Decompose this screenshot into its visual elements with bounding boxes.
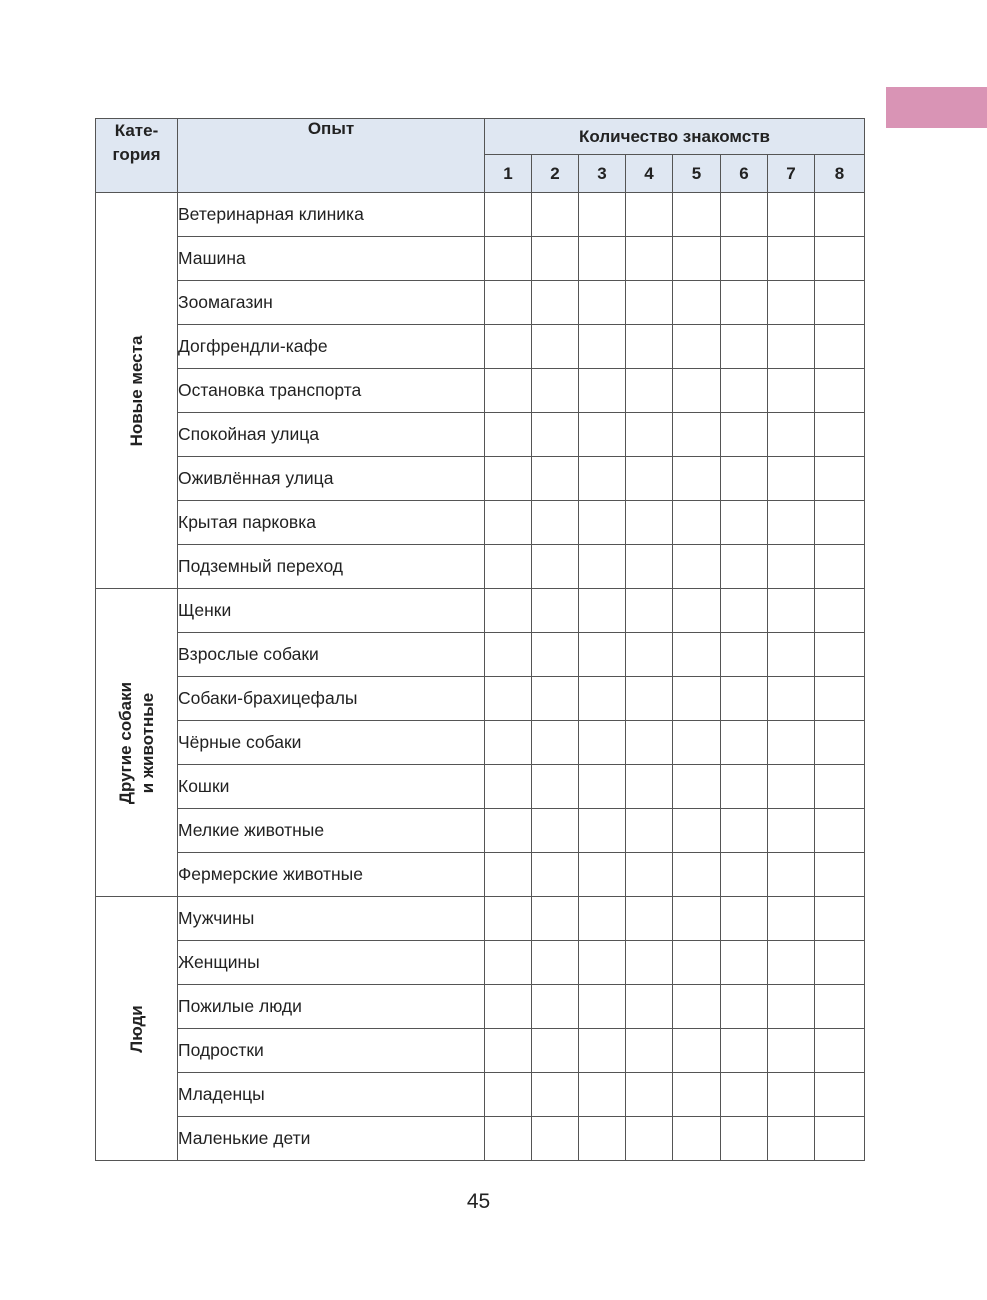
tally-cell[interactable] xyxy=(721,193,768,237)
tally-cell[interactable] xyxy=(673,941,721,985)
count-number-header: 2 xyxy=(532,155,579,193)
experience-item: Подростки xyxy=(178,1029,485,1073)
experience-item: Взрослые собаки xyxy=(178,633,485,677)
socialization-table xyxy=(95,118,865,1161)
tally-cell[interactable] xyxy=(673,853,721,897)
page-number: 45 xyxy=(466,1190,491,1213)
tally-cell[interactable] xyxy=(673,1073,721,1117)
table-row xyxy=(96,677,865,721)
category-label xyxy=(115,681,159,803)
tally-cell[interactable] xyxy=(485,193,532,237)
tally-cell[interactable] xyxy=(485,501,532,545)
tally-cell[interactable] xyxy=(485,237,532,281)
tally-cell[interactable] xyxy=(721,457,768,501)
tally-cell[interactable] xyxy=(673,765,721,809)
experience-item: Фермерские животные xyxy=(178,853,485,897)
tally-cell[interactable] xyxy=(768,633,815,677)
tally-cell[interactable] xyxy=(721,677,768,721)
tally-cell[interactable] xyxy=(721,501,768,545)
experience-item: Спокойная улица xyxy=(178,413,485,457)
tally-cell[interactable] xyxy=(815,941,865,985)
tally-cell[interactable] xyxy=(721,281,768,325)
tally-cell[interactable] xyxy=(626,765,673,809)
tally-cell[interactable] xyxy=(721,1117,768,1161)
tally-cell[interactable] xyxy=(579,281,626,325)
tally-cell[interactable] xyxy=(815,985,865,1029)
tally-cell[interactable] xyxy=(532,545,579,589)
tally-cell[interactable] xyxy=(626,589,673,633)
tally-cell[interactable] xyxy=(532,281,579,325)
table-row xyxy=(96,237,865,281)
tally-cell[interactable] xyxy=(673,237,721,281)
tally-cell[interactable] xyxy=(768,1029,815,1073)
tally-cell[interactable] xyxy=(721,985,768,1029)
tally-cell[interactable] xyxy=(815,633,865,677)
tally-cell[interactable] xyxy=(721,237,768,281)
table-row xyxy=(96,545,865,589)
tally-cell[interactable] xyxy=(579,193,626,237)
tally-cell[interactable] xyxy=(532,1029,579,1073)
tally-cell[interactable] xyxy=(626,457,673,501)
tally-cell[interactable] xyxy=(579,809,626,853)
tally-cell[interactable] xyxy=(721,325,768,369)
tally-cell[interactable] xyxy=(532,413,579,457)
category-cell xyxy=(96,589,178,897)
experience-item: Пожилые люди xyxy=(178,985,485,1029)
tally-cell[interactable] xyxy=(673,281,721,325)
tally-cell[interactable] xyxy=(485,809,532,853)
tally-cell[interactable] xyxy=(721,413,768,457)
tally-cell[interactable] xyxy=(768,369,815,413)
tally-cell[interactable] xyxy=(532,501,579,545)
tally-cell[interactable] xyxy=(721,897,768,941)
experience-item: Кошки xyxy=(178,765,485,809)
tally-cell[interactable] xyxy=(673,633,721,677)
category-label xyxy=(126,335,148,446)
experience-item: Ветеринарная клиника xyxy=(178,193,485,237)
category-cell xyxy=(96,897,178,1161)
tally-cell[interactable] xyxy=(721,809,768,853)
tally-cell[interactable] xyxy=(532,633,579,677)
tally-cell[interactable] xyxy=(532,457,579,501)
tally-cell[interactable] xyxy=(485,589,532,633)
count-number-header: 6 xyxy=(721,155,768,193)
tally-cell[interactable] xyxy=(815,501,865,545)
tally-cell[interactable] xyxy=(626,809,673,853)
tally-cell[interactable] xyxy=(768,281,815,325)
table-row xyxy=(96,985,865,1029)
tally-cell[interactable] xyxy=(768,1117,815,1161)
tally-cell[interactable] xyxy=(485,721,532,765)
count-header: Количество знакомств xyxy=(485,119,865,155)
tally-cell[interactable] xyxy=(768,237,815,281)
tally-cell[interactable] xyxy=(485,941,532,985)
table-row xyxy=(96,897,865,941)
tally-cell[interactable] xyxy=(721,545,768,589)
experience-item: Мелкие животные xyxy=(178,809,485,853)
tally-cell[interactable] xyxy=(673,1029,721,1073)
tally-cell[interactable] xyxy=(626,721,673,765)
experience-item: Крытая парковка xyxy=(178,501,485,545)
experience-item: Машина xyxy=(178,237,485,281)
tally-cell[interactable] xyxy=(768,765,815,809)
category-header: Кате- гория xyxy=(96,119,178,193)
tally-cell[interactable] xyxy=(626,413,673,457)
tally-cell[interactable] xyxy=(626,545,673,589)
tally-cell[interactable] xyxy=(579,501,626,545)
tally-cell[interactable] xyxy=(532,721,579,765)
table-row xyxy=(96,633,865,677)
tally-cell[interactable] xyxy=(626,853,673,897)
tally-cell[interactable] xyxy=(768,941,815,985)
tally-cell[interactable] xyxy=(626,369,673,413)
table-row xyxy=(96,809,865,853)
tally-cell[interactable] xyxy=(579,677,626,721)
category-label-line: и животные xyxy=(137,692,157,793)
experience-item: Чёрные собаки xyxy=(178,721,485,765)
count-number-header: 7 xyxy=(768,155,815,193)
tally-cell[interactable] xyxy=(485,369,532,413)
tally-cell[interactable] xyxy=(485,1073,532,1117)
experience-header: Опыт xyxy=(178,119,485,193)
tally-cell[interactable] xyxy=(768,457,815,501)
tally-cell[interactable] xyxy=(815,721,865,765)
tally-cell[interactable] xyxy=(815,193,865,237)
tally-cell[interactable] xyxy=(579,721,626,765)
tally-cell[interactable] xyxy=(532,589,579,633)
tally-cell[interactable] xyxy=(815,281,865,325)
tally-cell[interactable] xyxy=(626,633,673,677)
tally-cell[interactable] xyxy=(721,853,768,897)
table-row xyxy=(96,193,865,237)
tally-cell[interactable] xyxy=(579,853,626,897)
tally-cell[interactable] xyxy=(768,501,815,545)
tally-cell[interactable] xyxy=(579,413,626,457)
tally-cell[interactable] xyxy=(485,281,532,325)
experience-item: Догфрендли-кафе xyxy=(178,325,485,369)
tally-cell[interactable] xyxy=(532,765,579,809)
tally-cell[interactable] xyxy=(815,765,865,809)
tally-cell[interactable] xyxy=(673,501,721,545)
tally-cell[interactable] xyxy=(485,985,532,1029)
tally-cell[interactable] xyxy=(721,721,768,765)
table-row xyxy=(96,765,865,809)
tally-cell[interactable] xyxy=(721,633,768,677)
tally-cell[interactable] xyxy=(768,589,815,633)
tally-cell[interactable] xyxy=(673,897,721,941)
table-row xyxy=(96,281,865,325)
tally-cell[interactable] xyxy=(626,1117,673,1161)
tally-cell[interactable] xyxy=(532,369,579,413)
tally-cell[interactable] xyxy=(579,457,626,501)
experience-item: Маленькие дети xyxy=(178,1117,485,1161)
tally-cell[interactable] xyxy=(579,897,626,941)
tally-cell[interactable] xyxy=(579,765,626,809)
tally-cell[interactable] xyxy=(485,765,532,809)
tally-cell[interactable] xyxy=(626,237,673,281)
chapter-tab-marker xyxy=(886,87,987,128)
experience-item: Мужчины xyxy=(178,897,485,941)
tally-cell[interactable] xyxy=(815,369,865,413)
tally-cell[interactable] xyxy=(626,897,673,941)
category-label-line: Люди xyxy=(126,1004,146,1053)
tally-cell[interactable] xyxy=(768,897,815,941)
category-label-line: Новые места xyxy=(126,335,146,446)
tally-cell[interactable] xyxy=(815,1029,865,1073)
tally-cell[interactable] xyxy=(532,985,579,1029)
table-row xyxy=(96,1029,865,1073)
table-row xyxy=(96,413,865,457)
tally-cell[interactable] xyxy=(532,1073,579,1117)
tally-cell[interactable] xyxy=(579,1117,626,1161)
tally-cell[interactable] xyxy=(673,457,721,501)
tally-cell[interactable] xyxy=(815,413,865,457)
tally-cell[interactable] xyxy=(815,1073,865,1117)
tally-cell[interactable] xyxy=(485,677,532,721)
tally-cell[interactable] xyxy=(579,1029,626,1073)
tally-cell[interactable] xyxy=(721,589,768,633)
tally-cell[interactable] xyxy=(673,721,721,765)
tally-cell[interactable] xyxy=(815,325,865,369)
tally-cell[interactable] xyxy=(579,545,626,589)
category-label-line: Другие собаки xyxy=(115,681,135,804)
tally-cell[interactable] xyxy=(721,1073,768,1117)
tally-cell[interactable] xyxy=(721,941,768,985)
tally-cell[interactable] xyxy=(768,413,815,457)
table-row xyxy=(96,369,865,413)
tally-cell[interactable] xyxy=(532,325,579,369)
tally-cell[interactable] xyxy=(815,545,865,589)
category-cell xyxy=(96,193,178,589)
tally-cell[interactable] xyxy=(626,501,673,545)
tally-cell[interactable] xyxy=(815,809,865,853)
tally-cell[interactable] xyxy=(485,457,532,501)
tally-cell[interactable] xyxy=(579,1073,626,1117)
table-row xyxy=(96,325,865,369)
experience-item: Оживлённая улица xyxy=(178,457,485,501)
count-number-header: 3 xyxy=(579,155,626,193)
tally-cell[interactable] xyxy=(768,325,815,369)
count-number-header: 1 xyxy=(485,155,532,193)
tally-cell[interactable] xyxy=(579,633,626,677)
tally-cell[interactable] xyxy=(532,1117,579,1161)
tally-cell[interactable] xyxy=(768,545,815,589)
tally-cell[interactable] xyxy=(768,985,815,1029)
tally-cell[interactable] xyxy=(532,809,579,853)
tally-cell[interactable] xyxy=(579,237,626,281)
tally-cell[interactable] xyxy=(815,897,865,941)
tally-cell[interactable] xyxy=(815,1117,865,1161)
tally-cell[interactable] xyxy=(768,1073,815,1117)
tally-cell[interactable] xyxy=(815,237,865,281)
tally-cell[interactable] xyxy=(485,1117,532,1161)
tally-cell[interactable] xyxy=(626,1029,673,1073)
tally-cell[interactable] xyxy=(721,765,768,809)
tally-cell[interactable] xyxy=(485,633,532,677)
tally-cell[interactable] xyxy=(673,193,721,237)
tally-cell[interactable] xyxy=(579,589,626,633)
tally-cell[interactable] xyxy=(673,809,721,853)
tally-cell[interactable] xyxy=(673,677,721,721)
count-number-header: 8 xyxy=(815,155,865,193)
tally-cell[interactable] xyxy=(673,1117,721,1161)
table-row xyxy=(96,853,865,897)
tally-cell[interactable] xyxy=(768,193,815,237)
tally-cell[interactable] xyxy=(532,853,579,897)
tally-cell[interactable] xyxy=(626,677,673,721)
tally-cell[interactable] xyxy=(626,281,673,325)
tally-cell[interactable] xyxy=(768,853,815,897)
tally-cell[interactable] xyxy=(721,1029,768,1073)
tally-cell[interactable] xyxy=(626,325,673,369)
tally-cell[interactable] xyxy=(532,193,579,237)
tally-cell[interactable] xyxy=(768,809,815,853)
experience-item: Младенцы xyxy=(178,1073,485,1117)
count-number-header: 5 xyxy=(673,155,721,193)
tally-cell[interactable] xyxy=(815,853,865,897)
tally-cell[interactable] xyxy=(532,941,579,985)
table-row xyxy=(96,941,865,985)
tally-cell[interactable] xyxy=(626,985,673,1029)
tally-cell[interactable] xyxy=(673,369,721,413)
experience-item: Женщины xyxy=(178,941,485,985)
table-row xyxy=(96,501,865,545)
tally-cell[interactable] xyxy=(485,853,532,897)
tally-cell[interactable] xyxy=(673,325,721,369)
tally-cell[interactable] xyxy=(485,545,532,589)
experience-item: Зоомагазин xyxy=(178,281,485,325)
tally-cell[interactable] xyxy=(673,589,721,633)
tally-cell[interactable] xyxy=(626,941,673,985)
tally-cell[interactable] xyxy=(579,369,626,413)
table-row xyxy=(96,1073,865,1117)
tally-cell[interactable] xyxy=(485,897,532,941)
tally-cell[interactable] xyxy=(721,369,768,413)
category-label xyxy=(126,1005,148,1052)
tally-cell[interactable] xyxy=(815,589,865,633)
tally-cell[interactable] xyxy=(485,325,532,369)
count-number-header: 4 xyxy=(626,155,673,193)
tally-cell[interactable] xyxy=(532,677,579,721)
experience-item: Собаки-брахицефалы xyxy=(178,677,485,721)
tally-cell[interactable] xyxy=(485,1029,532,1073)
tally-cell[interactable] xyxy=(673,985,721,1029)
tally-cell[interactable] xyxy=(532,897,579,941)
experience-item: Подземный переход xyxy=(178,545,485,589)
tally-cell[interactable] xyxy=(532,237,579,281)
tally-cell[interactable] xyxy=(768,721,815,765)
tally-cell[interactable] xyxy=(626,193,673,237)
tally-cell[interactable] xyxy=(815,677,865,721)
tally-cell[interactable] xyxy=(673,413,721,457)
table-row xyxy=(96,1117,865,1161)
tally-cell[interactable] xyxy=(579,985,626,1029)
experience-item: Остановка транспорта xyxy=(178,369,485,413)
tally-cell[interactable] xyxy=(579,941,626,985)
tally-cell[interactable] xyxy=(579,325,626,369)
tally-cell[interactable] xyxy=(485,413,532,457)
tally-cell[interactable] xyxy=(626,1073,673,1117)
tally-cell[interactable] xyxy=(815,457,865,501)
table-row xyxy=(96,721,865,765)
experience-item: Щенки xyxy=(178,589,485,633)
tally-cell[interactable] xyxy=(768,677,815,721)
tally-cell[interactable] xyxy=(673,545,721,589)
table-row xyxy=(96,457,865,501)
table-row xyxy=(96,589,865,633)
